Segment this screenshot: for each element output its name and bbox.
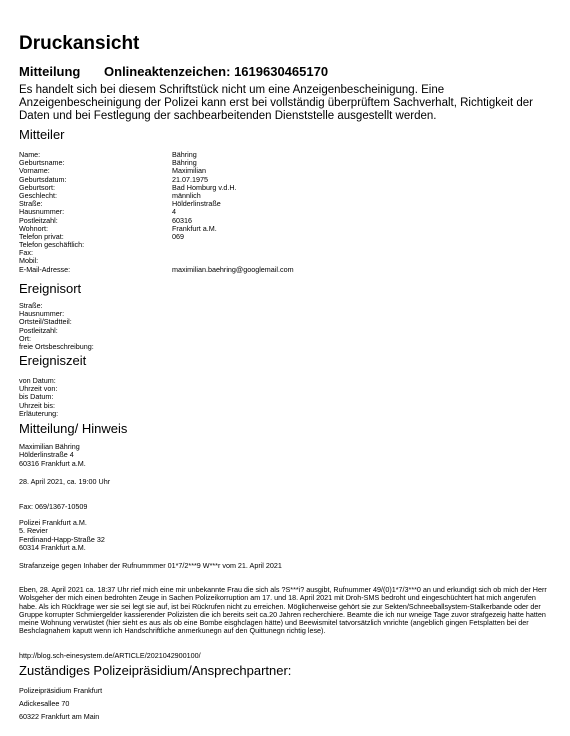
address-line: 5. Revier bbox=[19, 526, 48, 536]
letter-date: 28. April 2021, ca. 19:00 Uhr bbox=[19, 477, 111, 486]
field-value bbox=[172, 393, 559, 401]
field-label: Hausnummer: bbox=[19, 309, 65, 319]
field-value: 069 bbox=[172, 231, 184, 241]
table-row bbox=[19, 335, 559, 343]
field-value: Hölderlinstraße bbox=[172, 199, 221, 209]
ereigniszeit-table bbox=[19, 377, 559, 418]
zustaendig-line: Adickesallee 70 bbox=[19, 699, 70, 708]
field-label: Name: bbox=[19, 150, 41, 159]
field-label: Straße: bbox=[19, 301, 43, 310]
field-value: Bähring bbox=[172, 158, 197, 168]
ereignisort-table bbox=[19, 302, 559, 351]
reference-label: Mitteilung bbox=[19, 64, 81, 79]
table-row bbox=[19, 402, 559, 410]
table-row bbox=[19, 200, 559, 208]
table-row bbox=[19, 310, 559, 318]
field-value bbox=[172, 318, 559, 326]
field-label: Uhrzeit bis: bbox=[19, 400, 55, 410]
field-value bbox=[172, 385, 559, 393]
table-row bbox=[19, 233, 559, 241]
field-value: Maximilian bbox=[172, 166, 206, 176]
field-label: Geburtsort: bbox=[19, 182, 55, 192]
intro-text: Es handelt sich bei diesem Schriftstück nicht um eine Anzeigenbescheinigung. Eine Anzeigenbescheinigung der Polizei kann erst bei vollständig überprüftem Sachverhalt, Richtigkeit der Daten und bei Festlegung der sachbearbeitenden Dienststelle ausgestellt werden. bbox=[19, 84, 533, 122]
table-row bbox=[19, 410, 559, 418]
field-label: Straße: bbox=[19, 199, 43, 209]
field-label: Vorname: bbox=[19, 166, 50, 176]
address-line: 60316 Frankfurt a.M. bbox=[19, 458, 86, 468]
field-value bbox=[172, 410, 559, 418]
table-row bbox=[19, 167, 559, 175]
article-link[interactable]: http://blog.sch-einesystem.de/ARTICLE/2021042900100/ bbox=[19, 651, 201, 660]
field-value bbox=[172, 377, 559, 385]
table-row bbox=[19, 151, 559, 159]
table-row bbox=[19, 159, 559, 167]
field-value: Bad Homburg v.d.H. bbox=[172, 182, 237, 192]
field-value bbox=[172, 302, 559, 310]
table-row bbox=[19, 184, 559, 192]
field-value: männlich bbox=[172, 190, 201, 200]
field-label: Postleitzahl: bbox=[19, 215, 58, 225]
case-number-label: Onlineaktenzeichen: bbox=[104, 64, 231, 79]
field-label: Ort: bbox=[19, 333, 31, 343]
field-label: freie Ortsbeschreibung: bbox=[19, 341, 94, 351]
field-value: 60316 bbox=[172, 215, 192, 225]
field-label: E-Mail-Adresse: bbox=[19, 264, 71, 274]
field-label: von Datum: bbox=[19, 376, 56, 385]
address-line: Hölderlinstraße 4 bbox=[19, 450, 74, 460]
field-label: Fax: bbox=[19, 248, 33, 258]
field-value bbox=[172, 327, 559, 335]
table-row bbox=[19, 266, 559, 274]
field-value: 4 bbox=[172, 207, 176, 217]
address-line: Ferdinand-Happ-Straße 32 bbox=[19, 534, 105, 544]
field-value: maximilian.baehring@googlemail.com bbox=[172, 264, 294, 274]
table-row bbox=[19, 343, 559, 351]
field-label: Erläuterung: bbox=[19, 408, 59, 418]
field-value: 21.07.1975 bbox=[172, 174, 208, 184]
table-row bbox=[19, 249, 559, 257]
table-row bbox=[19, 318, 559, 326]
field-value: Bähring bbox=[172, 150, 197, 159]
table-row bbox=[19, 225, 559, 233]
address-line: Polizei Frankfurt a.M. bbox=[19, 518, 87, 527]
field-label: Mobil: bbox=[19, 256, 39, 266]
letter-body: Eben, 28. April 2021 ca. 18:37 Uhr rief mich eine mir unbekannte Frau die sich als ?S***i? ausgibt, Rufnummer 49/(0)1*7/3***0 an und erkundigt sich ob mich der Herr Wolsgeher der mich einen bedrohten Zeuge in Sachen Polizeikorruption am 17. und 18. April 2021 mit Droh-SMS bedroht und eingeschüchtert hat mich angerufen habe. Als ich Rückfrage wer sie sei legt sie auf, ist bei Rückrufen nicht zu erreichen. Möglicherweise gehört sie zur Sekten/Schneeballsystem-Stalkerbande oder der Gruppe korrupter Schmiergelder kassierender Polizisten die ich bereits seit ca.20 Jahren recherchiere. Beamte die ich nur wneige Tage zuvor strafgezeig hatte hatten meine Wohnung verwüstet (hier sieht es aus als ob eine Bombe eisghclagen hätte) und Beewismitel tatvorsätzlich vnrichte (angeblich gingen Fetsplatten bei der Beshclagnahem kaputt wenn ich Handschriftliche anmerkunegn auf den Quittunegn richtig lese). bbox=[19, 585, 547, 636]
page-title: Druckansicht bbox=[19, 33, 140, 54]
table-row bbox=[19, 192, 559, 200]
address-line: 60314 Frankfurt a.M. bbox=[19, 542, 86, 552]
table-row bbox=[19, 327, 559, 335]
field-value bbox=[172, 343, 559, 351]
field-value bbox=[172, 335, 559, 343]
table-row bbox=[19, 377, 559, 385]
field-value bbox=[172, 241, 559, 249]
case-number: 1619630465170 bbox=[234, 64, 329, 79]
table-row bbox=[19, 385, 559, 393]
field-label: bis Datum: bbox=[19, 392, 54, 402]
field-value bbox=[172, 402, 559, 410]
section-heading-ereigniszeit: Ereigniszeit bbox=[19, 353, 87, 368]
field-label: Uhrzeit von: bbox=[19, 384, 58, 394]
letter-subject: Strafanzeige gegen Inhaber der Rufnummmer 01*7/2***9 W***r vom 21. April 2021 bbox=[19, 561, 282, 570]
field-label: Geburtsname: bbox=[19, 158, 65, 168]
sender-address bbox=[19, 443, 549, 468]
table-row bbox=[19, 393, 559, 401]
field-label: Geschlecht: bbox=[19, 190, 57, 200]
table-row bbox=[19, 208, 559, 216]
zustaendig-line: 60322 Frankfurt am Main bbox=[19, 712, 100, 721]
field-label: Hausnummer: bbox=[19, 207, 65, 217]
field-value bbox=[172, 249, 559, 257]
zustaendig-line: Polizeipräsidium Frankfurt bbox=[19, 686, 103, 695]
table-row bbox=[19, 217, 559, 225]
field-label: Telefon geschäftlich: bbox=[19, 240, 85, 250]
field-label: Geburtsdatum: bbox=[19, 174, 67, 184]
field-value bbox=[172, 310, 559, 318]
field-label: Wohnort: bbox=[19, 223, 49, 233]
section-heading-ereignisort: Ereignisort bbox=[19, 281, 82, 296]
field-label: Telefon privat: bbox=[19, 231, 64, 241]
table-row bbox=[19, 302, 559, 310]
section-heading-hinweis: Mitteilung/ Hinweis bbox=[19, 421, 128, 436]
table-row bbox=[19, 176, 559, 184]
recipient-address bbox=[19, 519, 549, 552]
fax-number: Fax: 069/1367-10509 bbox=[19, 502, 88, 511]
address-line: Maximilian Bähring bbox=[19, 442, 80, 451]
reference-line bbox=[19, 64, 328, 79]
section-heading-zustaendig: Zuständiges Polizeipräsidium/Ansprechpartner: bbox=[19, 663, 292, 678]
field-label: Ortsteil/Stadtteil: bbox=[19, 317, 72, 327]
mitteiler-table bbox=[19, 151, 559, 274]
section-heading-mitteiler: Mitteiler bbox=[19, 127, 65, 142]
field-value: Frankfurt a.M. bbox=[172, 223, 217, 233]
field-label: Postleitzahl: bbox=[19, 325, 58, 335]
table-row bbox=[19, 241, 559, 249]
